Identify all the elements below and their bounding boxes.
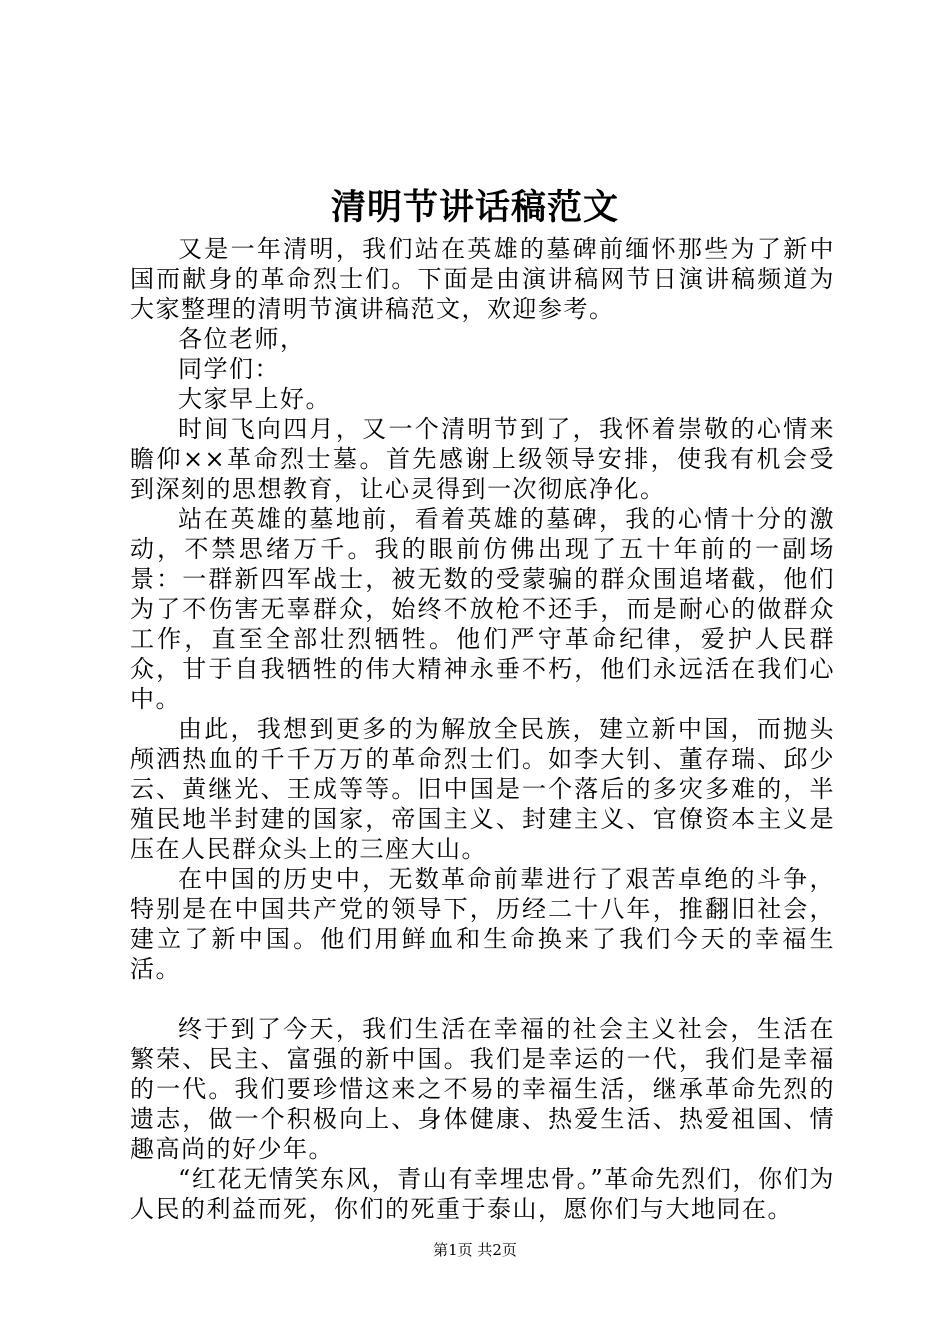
paragraph-intro: 又是一年清明，我们站在英雄的墓碑前缅怀那些为了新中国而献身的革命烈士们。下面是由演讲稿网节日演讲稿频道为大家整理的清明节演讲稿范文，欢迎参考。 <box>130 235 835 323</box>
paragraph-tomb: 站在英雄的墓地前，看着英雄的墓碑，我的心情十分的激动，不禁思绪万千。我的眼前仿佛出现了五十年前的一副场景：一群新四军战士，被无数的受蒙骗的群众围追堵截，他们为了不伤害无辜群众，始终不放枪不还手，而是耐心的做群众工作，直至全部壮烈牺牲。他们严守革命纪律，爱护人民群众，甘于自我牺牲的伟大精神永垂不朽，他们永远活在我们心中。 <box>130 505 835 713</box>
document-body <box>130 234 835 1224</box>
paragraph-salutation-teachers: 各位老师， <box>178 325 306 353</box>
document-title: 清明节讲话稿范文 <box>330 187 619 228</box>
paragraph-poem: “红花无情笑东风，青山有幸埋忠骨。”革命先烈们，你们为人民的利益而死，你们的死重于泰山，愿你们与大地同在。 <box>130 1165 835 1223</box>
paragraph-today: 终于到了今天，我们生活在幸福的社会主义社会，生活在繁荣、民主、富强的新中国。我们是幸运的一代，我们是幸福的一代。我们要珍惜这来之不易的幸福生活，继承革命先烈的遗志，做一个积极向上、身体健康、热爱生活、热爱祖国、情趣高尚的好少年。 <box>130 1015 835 1163</box>
paragraph-martyrs: 由此，我想到更多的为解放全民族，建立新中国，而抛头颅洒热血的千千万万的革命烈士们。如李大钊、董存瑞、邱少云、黄继光、王成等等。旧中国是一个落后的多灾多难的，半殖民地半封建的国家，帝国主义、封建主义、官僚资本主义是压在人民群众头上的三座大山。 <box>130 715 835 863</box>
paragraph-history: 在中国的历史中，无数革命前辈进行了艰苦卓绝的斗争，特别是在中国共产党的领导下，历经二十八年，推翻旧社会，建立了新中国。他们用鲜血和生命换来了我们今天的幸福生活。 <box>130 865 835 983</box>
paragraph-salutation-students: 同学们： <box>178 355 280 383</box>
paragraph-greeting: 大家早上好。 <box>178 385 331 413</box>
page-footer: 第1页 共2页 <box>433 1241 517 1259</box>
paragraph-april: 时间飞向四月，又一个清明节到了，我怀着崇敬的心情来瞻仰××革命烈士墓。首先感谢上级领导安排，使我有机会受到深刻的思想教育，让心灵得到一次彻底净化。 <box>130 415 835 503</box>
